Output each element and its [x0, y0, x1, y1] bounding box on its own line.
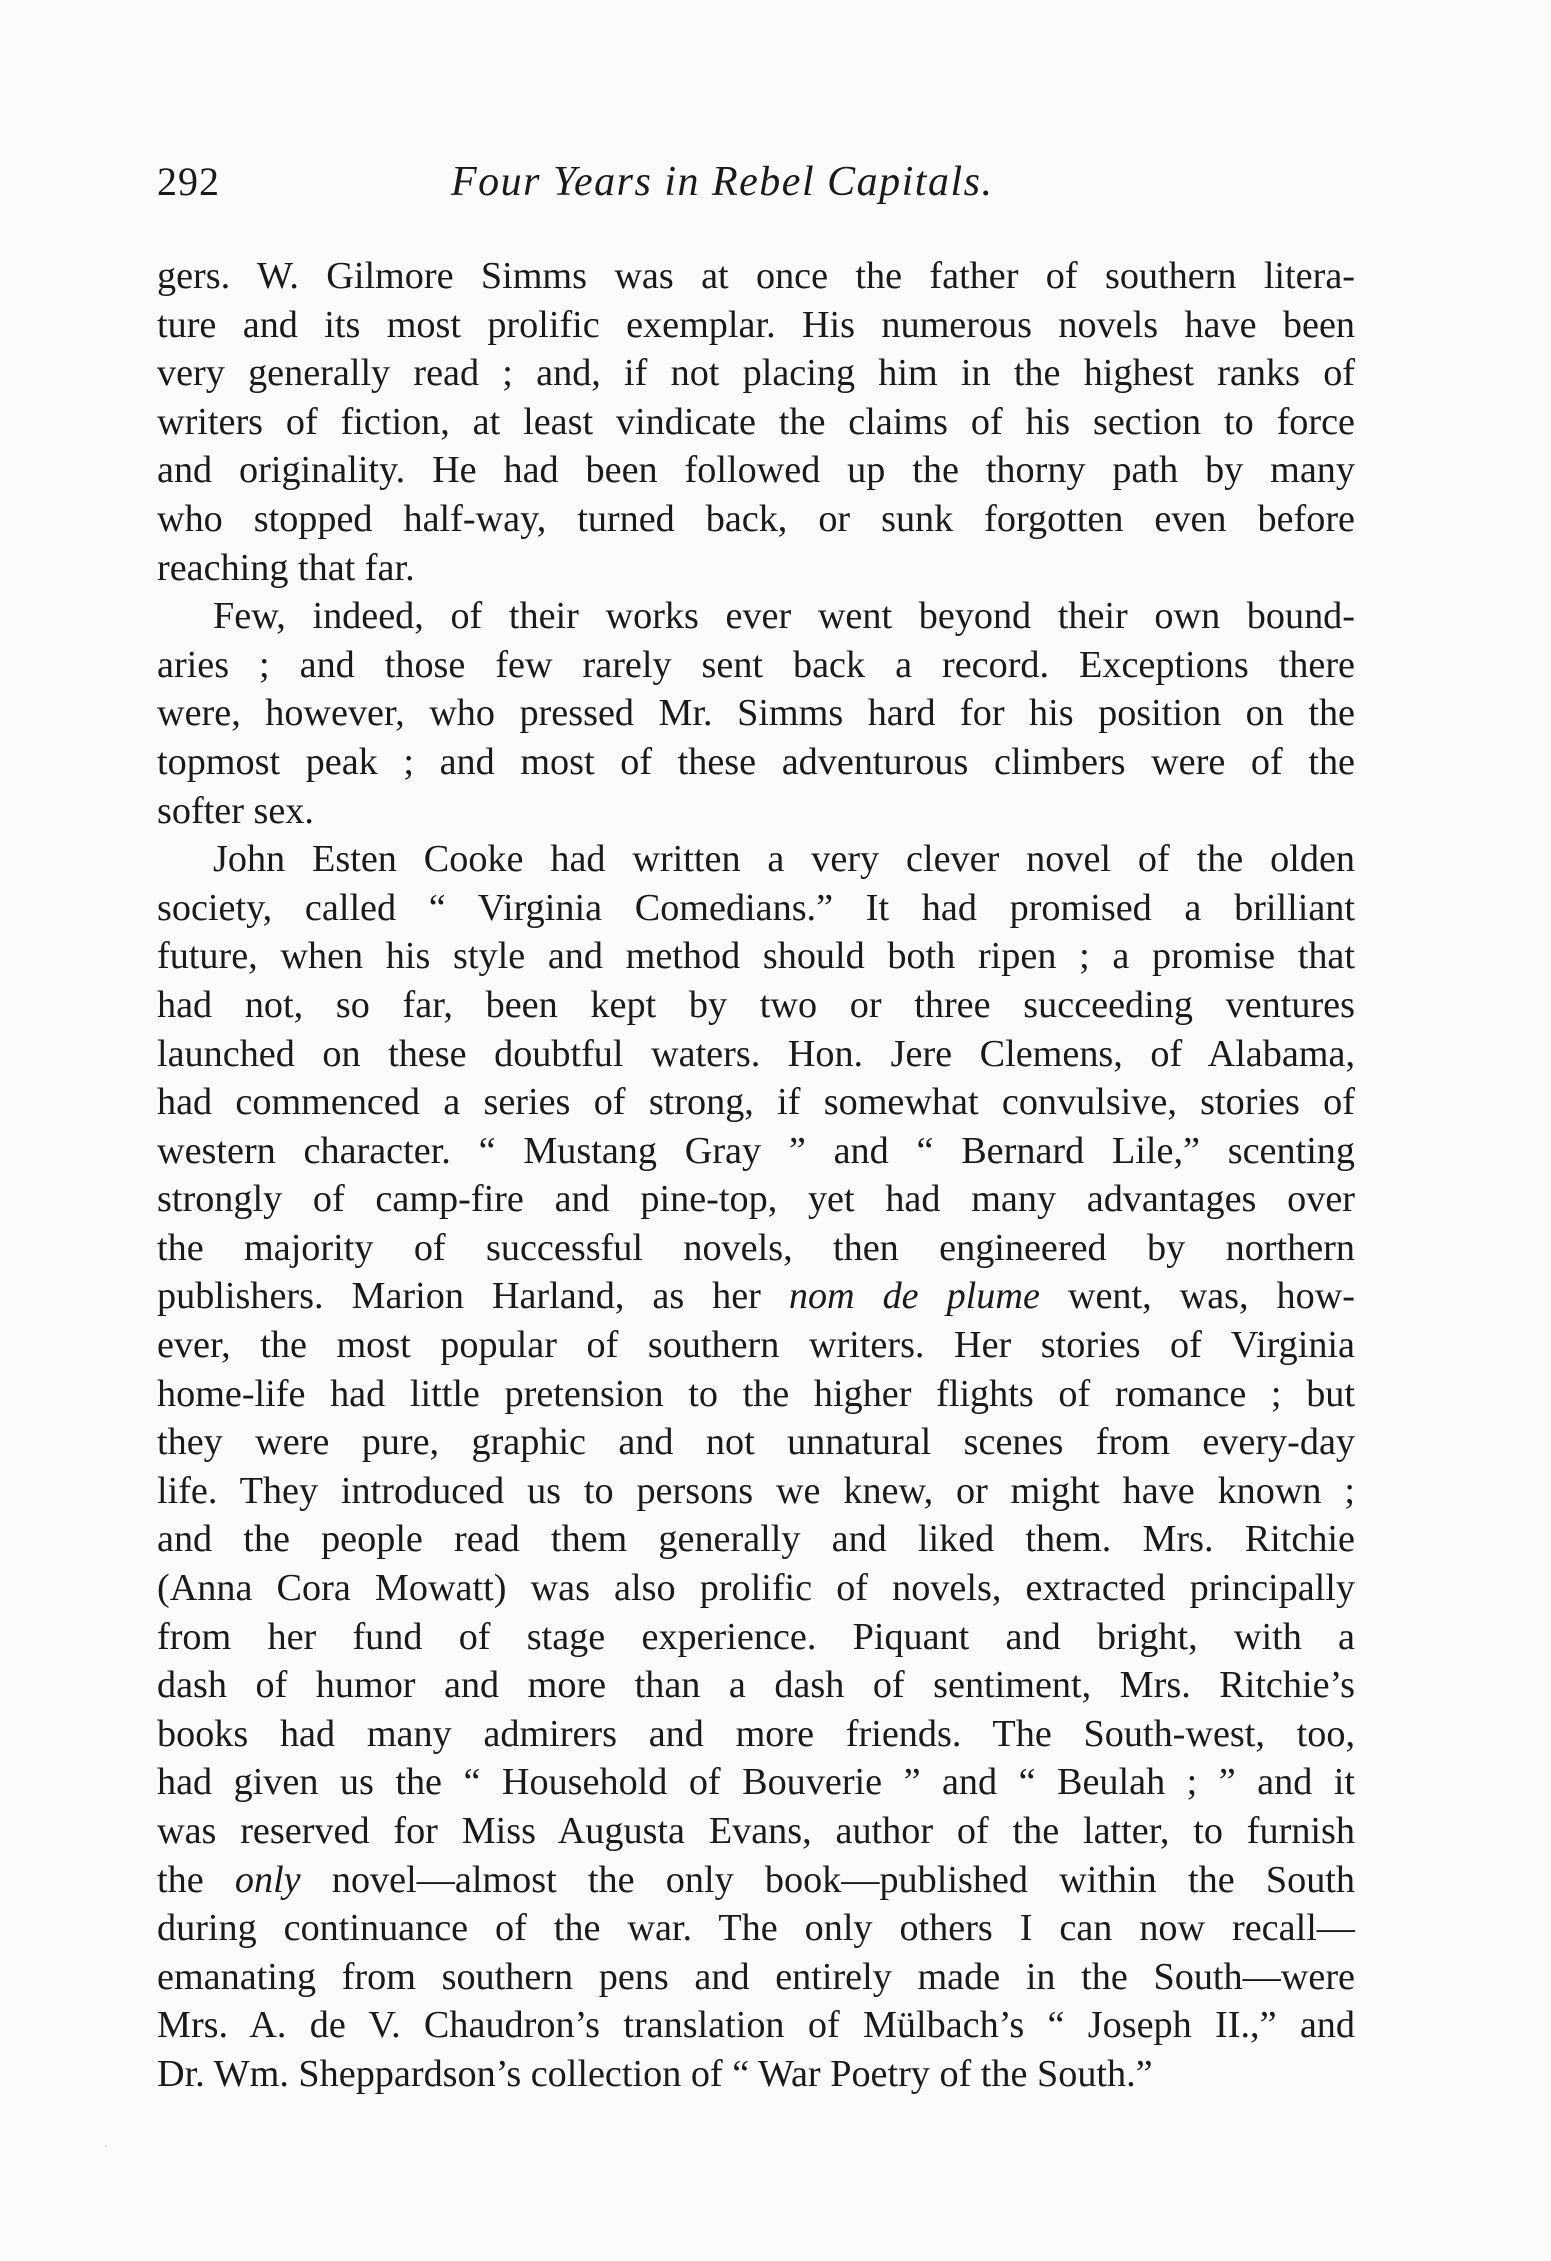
- text-line: future, when his style and method should both ripen ; a promise that: [157, 935, 1355, 978]
- text-line: during continuance of the war. The only others I can now recall—: [157, 1907, 1355, 1950]
- text-line: they were pure, graphic and not unnatural scenes from every-day: [157, 1421, 1355, 1464]
- text-line: writers of fiction, at least vindicate the claims of his section to force: [157, 400, 1355, 443]
- text-line: John Esten Cooke had written a very clever novel of the olden: [213, 838, 1355, 881]
- text-line: and originality. He had been followed up the thorny path by many: [157, 449, 1355, 492]
- text-line: reaching that far.: [157, 546, 415, 589]
- text-line: softer sex.: [157, 789, 314, 832]
- text-line: the majority of successful novels, then engineered by northern: [157, 1226, 1355, 1269]
- text-line: aries ; and those few rarely sent back a record. Exceptions there: [157, 643, 1355, 686]
- text-segment: the: [157, 1858, 235, 1901]
- text-line: [157, 1856, 1355, 1905]
- text-segment: novel—almost the only book—published within the South: [300, 1858, 1355, 1901]
- text-line: books had many admirers and more friends. The South-west, too,: [157, 1712, 1355, 1755]
- text-line: who stopped half-way, turned back, or sunk forgotten even before: [157, 497, 1355, 540]
- text-line: home-life had little pretension to the higher flights of romance ; but: [157, 1372, 1355, 1415]
- text-line: dash of humor and more than a dash of sentiment, Mrs. Ritchie’s: [157, 1664, 1355, 1707]
- text-line: western character. “ Mustang Gray ” and “ Bernard Lile,” scenting: [157, 1129, 1355, 1172]
- text-line: ever, the most popular of southern writers. Her stories of Virginia: [157, 1324, 1355, 1367]
- text-line: had not, so far, been kept by two or three succeeding ventures: [157, 983, 1355, 1026]
- text-line: society, called “ Virginia Comedians.” It had promised a brilliant: [157, 886, 1355, 929]
- text-line: topmost peak ; and most of these adventurous climbers were of the: [157, 740, 1355, 783]
- text-line: Mrs. A. de V. Chaudron’s translation of Mülbach’s “ Joseph II.,” and: [157, 2004, 1355, 2047]
- text-line: gers. W. Gilmore Simms was at once the father of southern litera-: [157, 255, 1355, 297]
- text-line: life. They introduced us to persons we knew, or might have known ;: [157, 1469, 1355, 1512]
- text-line: from her fund of stage experience. Piquant and bright, with a: [157, 1615, 1355, 1658]
- text-line: had given us the “ Household of Bouverie ” and “ Beulah ; ” and it: [157, 1761, 1355, 1804]
- page-header: [157, 158, 1357, 218]
- text-line: emanating from southern pens and entirely made in the South—were: [157, 1955, 1355, 1998]
- text-line: strongly of camp-fire and pine-top, yet had many advantages over: [157, 1178, 1355, 1221]
- text-segment: went, was, how-: [1039, 1275, 1355, 1318]
- italic-phrase: nom de plume: [788, 1275, 1040, 1318]
- italic-phrase: only: [234, 1858, 301, 1901]
- text-line: [157, 1272, 1355, 1321]
- text-line: launched on these doubtful waters. Hon. Jere Clemens, of Alabama,: [157, 1032, 1355, 1075]
- text-line: had commenced a series of strong, if somewhat convulsive, stories of: [157, 1081, 1355, 1124]
- body-text: [157, 252, 1355, 2099]
- text-line: Dr. Wm. Sheppardson’s collection of “ War Poetry of the South.”: [157, 2052, 1153, 2095]
- text-line: was reserved for Miss Augusta Evans, author of the latter, to furnish: [157, 1810, 1355, 1852]
- page-speck: [105, 2145, 107, 2147]
- page-number: 292: [157, 159, 220, 204]
- text-line: ture and its most prolific exemplar. His numerous novels have been: [157, 303, 1355, 346]
- text-line: Few, indeed, of their works ever went beyond their own bound-: [213, 595, 1355, 638]
- text-segment: publishers. Marion Harland, as her: [157, 1275, 789, 1318]
- text-line: very generally read ; and, if not placing him in the highest ranks of: [157, 352, 1355, 395]
- text-line: (Anna Cora Mowatt) was also prolific of novels, extracted principally: [157, 1567, 1355, 1610]
- text-line: were, however, who pressed Mr. Simms hard for his position on the: [157, 692, 1355, 735]
- text-line: and the people read them generally and liked them. Mrs. Ritchie: [157, 1518, 1355, 1561]
- running-title: Four Years in Rebel Capitals.: [451, 159, 994, 205]
